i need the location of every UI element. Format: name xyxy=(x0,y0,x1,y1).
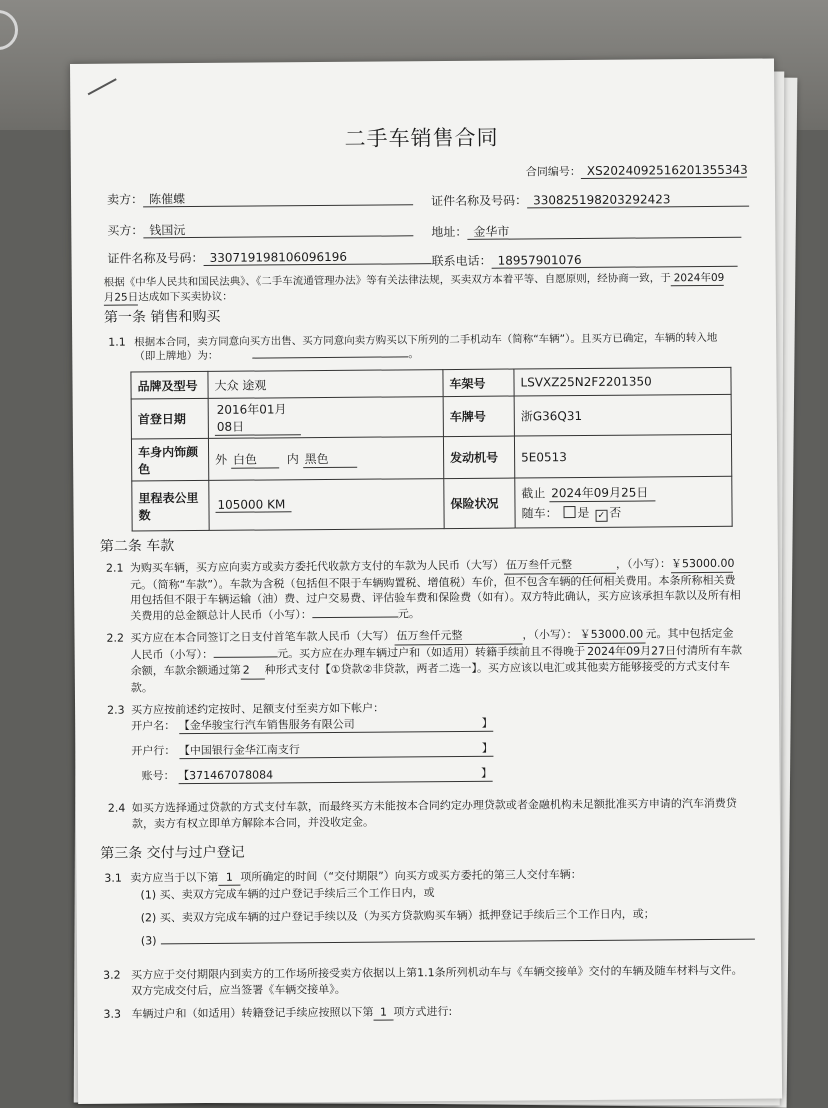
destination-blank xyxy=(252,356,408,358)
interior-prefix: 内 xyxy=(286,451,299,466)
clause-3-2-text: 买方应于交付期限内到卖方的工作场所接受卖方依据以上第1.1条所列机动车与《车辆交接单》交付的车辆及随车材料与文件。双方完成交付后，应当签署《车辆交接单》。 xyxy=(131,963,743,998)
mileage-value: 105000 KM xyxy=(215,497,291,513)
price-in-words: 伍万叁仟元整 xyxy=(504,557,616,574)
reg-date-cell xyxy=(208,397,443,439)
payment-deadline: 2024年09月27日 xyxy=(585,643,676,660)
contract-number-row xyxy=(526,163,747,180)
phone-row xyxy=(432,252,738,269)
buyer-row xyxy=(107,221,413,238)
account-bank-field xyxy=(179,742,493,759)
intro-text: 根据《中华人民共和国民法典》、《二手车流通管理办法》等有关法律法规，买卖双方本着平等、自愿原则，经协商一致，于 xyxy=(103,272,671,289)
engine-label: 发动机号 xyxy=(443,436,514,479)
clause-2-2-part-f: 种形式支付【①贷款②非贷款，两者二选一】。买方应该以电汇或其他卖方能够接受的方式支付车款。 xyxy=(130,659,731,695)
account-number-field xyxy=(178,767,492,784)
option-3-blank xyxy=(161,939,755,945)
intro-line-2 xyxy=(104,290,233,306)
vehicle-row xyxy=(132,476,732,531)
address: 金华市 xyxy=(467,223,741,240)
bracket-close: 】 xyxy=(481,716,493,730)
contract-number: XS2024092516201355343 xyxy=(581,163,747,179)
seller-id-label: 证件名称及号码： xyxy=(431,193,528,209)
insurance-until-prefix: 截止 xyxy=(521,485,546,500)
clause-2-4-text: 如买方选择通过贷款的方式支付车款，而最终买方未能按本合同约定办理贷款或者金融机构未足额批准买方申请的汽车消费贷款，卖方有权立即单方解除本合同，并没收定金。 xyxy=(131,796,737,831)
clause-2-1-part-d: 元。 xyxy=(397,606,420,620)
contract-page xyxy=(70,58,782,1103)
insurance-cell xyxy=(515,476,732,528)
clause-3-1-part-b: 项所确定的时间（“交付期限”）向买方或买方委托的第三人交付车辆： xyxy=(240,868,582,884)
article-3-title: 第三条 交付与过户登记 xyxy=(100,844,245,862)
staple xyxy=(88,78,117,95)
exterior-color: 白色 xyxy=(231,450,279,468)
clause-3-1-text xyxy=(130,868,582,887)
follow-no-checkbox[interactable]: ✓ xyxy=(595,509,607,521)
vin-label: 车架号 xyxy=(443,369,514,397)
follow-prefix: 随车： xyxy=(521,505,558,520)
account-name: 金华骏宝行汽车销售服务有限公司 xyxy=(189,717,355,733)
account-name-label: 开户名： xyxy=(131,719,176,733)
interior-color: 黑色 xyxy=(303,449,357,467)
clause-3-1-number: 3.1 xyxy=(104,871,122,885)
clause-2-1-part-c: 元。（简称“车款”）。车款为含税（包括但不限于车辆购置税、增值税）车价，但不包含车辆的任何相关费用。本条所称相关费用包括但不限于车辆运输（油）费、过户交易费、评估验车费和保险费（如有）。双方特此确认，买方应该承担车款以及所有相关费用的总金额总计人民币（小写）： xyxy=(130,573,741,623)
reg-date-value: 2016年01月08日 xyxy=(215,400,301,436)
transfer-option-number: 1 xyxy=(373,1005,393,1020)
mileage-cell xyxy=(209,479,444,531)
seller-label: 卖方： xyxy=(107,192,144,207)
clause-2-2-part-a: 买方应在本合同签订之日支付首笔车款人民币（大写） xyxy=(130,629,395,645)
price-in-figures: ￥53000.00 xyxy=(671,556,733,573)
account-name-field xyxy=(179,717,493,734)
color-label: 车身内饰颜色 xyxy=(131,438,208,481)
account-bank-row xyxy=(131,742,493,760)
deposit-blank xyxy=(213,656,277,658)
bracket-open: 【 xyxy=(178,769,190,783)
account-number-label: 账号： xyxy=(141,769,175,783)
buyer-id-row xyxy=(107,249,431,267)
insurance-label: 保险状况 xyxy=(444,478,515,529)
clause-2-1-part-b: ，（小写）： xyxy=(615,557,671,571)
intro-date-part-2: 月25日 xyxy=(103,291,139,304)
article-1-title: 第一条 销售和购买 xyxy=(103,308,221,326)
clause-2-2-text xyxy=(130,626,742,696)
first-payment-words: 伍万叁仟元整 xyxy=(394,627,522,645)
engine-value: 5E0513 xyxy=(514,434,731,478)
article-2-title: 第二条 车款 xyxy=(99,538,175,555)
bracket-open: 【 xyxy=(178,719,190,733)
seller-name: 陈催蝶 xyxy=(143,190,413,207)
clause-2-2-part-b: ，（小写）： xyxy=(522,628,578,642)
insurance-until-row xyxy=(521,482,725,502)
vehicle-row xyxy=(131,434,731,481)
clause-3-1-option-3: (3) xyxy=(140,934,157,948)
clause-2-1-number: 2.1 xyxy=(105,561,124,575)
buyer-label: 买方： xyxy=(107,223,144,238)
insurance-until-date: 2024年09月25日 xyxy=(549,483,655,502)
clause-1-1-text-b: （即上牌地）为： xyxy=(134,349,219,363)
buyer-id-label: 证件名称及号码： xyxy=(107,250,204,266)
clause-2-4-number: 2.4 xyxy=(107,801,126,815)
intro-text-end: 达成如下买卖协议： xyxy=(138,290,233,304)
clause-3-1-option-3-row xyxy=(141,930,755,949)
brand-label: 品牌及型号 xyxy=(131,371,208,399)
follow-no-label: 否 xyxy=(609,505,622,520)
exterior-prefix: 外 xyxy=(215,452,228,467)
color-cell xyxy=(208,437,443,481)
buyer-id: 330719198106096196 xyxy=(203,249,431,266)
bracket-close: 】 xyxy=(481,741,493,755)
page-title: 二手车销售合同 xyxy=(344,125,499,151)
seller-id-row xyxy=(431,192,749,209)
bracket-close: 】 xyxy=(481,766,493,780)
phone-label: 联系电话： xyxy=(431,253,492,269)
clause-1-1-line-2 xyxy=(134,347,419,363)
delivery-option-number: 1 xyxy=(218,871,240,886)
brand-value: 大众 途观 xyxy=(208,370,443,399)
account-bank: 中国银行金华江南支行 xyxy=(189,743,300,758)
account-number: 371467078084 xyxy=(189,768,274,783)
clause-2-2-part-d: 元。买方应在办理车辆过户和（如适用）转籍手续前且不得晚于 xyxy=(277,644,586,660)
account-name-row xyxy=(131,717,493,735)
clause-2-1-text xyxy=(130,556,742,624)
follow-yes-checkbox[interactable] xyxy=(563,506,575,518)
plate-label: 车牌号 xyxy=(443,396,514,437)
payment-method-number: 2 xyxy=(241,662,265,679)
vin-value: LSVXZ25N2F2201350 xyxy=(514,367,731,396)
clause-2-2-part-e: 付清所有车款余额，车款余额通过第 xyxy=(130,643,743,678)
mileage-label: 里程表公里数 xyxy=(132,480,209,531)
clause-3-1-option-2: (2) 买、卖双方完成车辆的过户登记手续以及（为买方贷款购买车辆）抵押登记手续后三个工作日内，或； xyxy=(140,907,655,925)
clause-3-1-option-1: (1) 买、卖双方完成车辆的过户登记手续后三个工作日内，或 xyxy=(140,886,435,902)
clause-3-2-number: 3.2 xyxy=(103,968,121,982)
buyer-name: 钱国沅 xyxy=(143,221,413,238)
intro-line-1 xyxy=(104,271,724,291)
follow-row xyxy=(521,502,725,522)
vehicle-info-table xyxy=(130,367,732,532)
clause-3-3-text xyxy=(131,1005,452,1023)
clause-3-1-part-a: 卖方应当于以下第 xyxy=(130,870,219,885)
clause-1-1-end: 。 xyxy=(408,348,419,361)
clause-2-2-part-c: 元。其中包括定金人民币（小写）： xyxy=(130,626,734,662)
vehicle-row xyxy=(131,394,731,439)
plate-value: 浙G36Q31 xyxy=(514,394,731,436)
clause-2-3-number: 2.3 xyxy=(107,703,125,717)
clause-1-1-number: 1.1 xyxy=(108,335,126,349)
follow-yes-label: 是 xyxy=(577,505,590,520)
phone: 18957901076 xyxy=(492,252,738,269)
reg-date-label: 首登日期 xyxy=(131,398,208,439)
account-number-row xyxy=(142,767,493,785)
intro-date-part-1: 2024年09 xyxy=(671,271,724,286)
address-label: 地址： xyxy=(431,224,468,240)
seller-row xyxy=(107,190,413,207)
contract-number-label: 合同编号： xyxy=(525,164,581,179)
first-payment-figures: ￥53000.00 xyxy=(577,626,645,643)
clause-2-2-number: 2.2 xyxy=(106,631,125,645)
clause-2-3-text: 买方应按前述约定按时、足额支付至卖方如下帐户： xyxy=(131,701,385,717)
clause-1-1-text: 根据本合同，卖方同意向买方出售、买方同意向卖方购买以下所列的二手机动车（简称“车辆”）。且买方已确定，车辆的转入地 xyxy=(134,331,718,349)
clause-3-3-part-a: 车辆过户和（如适用）转籍登记手续应按照以下第 xyxy=(131,1005,374,1021)
bracket-open: 【 xyxy=(178,744,190,758)
clause-2-1-part-a: 为购买车辆，买方应向卖方或卖方委托代收款方支付的车款为人民币（大写） xyxy=(129,558,505,575)
account-bank-label: 开户行： xyxy=(131,744,176,758)
total-amount-blank xyxy=(312,616,398,618)
clause-3-3-part-b: 项方式进行: xyxy=(393,1005,453,1019)
seller-id: 330825198203292423 xyxy=(527,192,749,209)
clause-3-3-number: 3.3 xyxy=(103,1007,122,1021)
address-row xyxy=(431,223,741,240)
